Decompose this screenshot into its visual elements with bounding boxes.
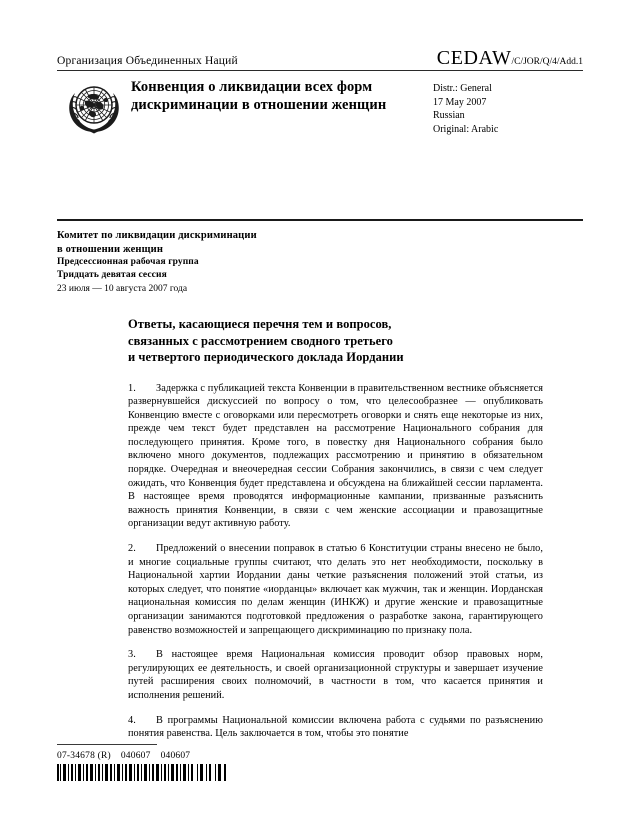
- paragraph: [128, 542, 543, 637]
- committee-session: Тридцать девятая сессия: [57, 270, 167, 280]
- job-number-line: [57, 750, 357, 762]
- document-symbol-suffix: /C/JOR/Q/4/Add.1: [511, 57, 583, 67]
- document-symbol-main: CEDAW: [436, 47, 512, 69]
- footer: [57, 750, 357, 786]
- page-title-line3: и четвертого периодического доклада Иордании: [128, 350, 404, 364]
- paragraph-number: 4.: [128, 714, 136, 726]
- convention-title: Конвенция о ликвидации всех форм дискриминации в отношении женщин: [131, 79, 387, 113]
- masthead: [57, 48, 583, 136]
- job-number: 07-34678 (R): [57, 751, 111, 761]
- committee-name-line1: Комитет по ликвидации дискриминации: [57, 230, 257, 241]
- distribution-type: Distr.: General: [433, 83, 492, 94]
- distribution-language: Russian: [433, 110, 465, 121]
- paragraph-number: 3.: [128, 649, 136, 661]
- page-title: [128, 316, 543, 366]
- main-content: [128, 316, 543, 741]
- page-title-line2: связанных с рассмотрением сводного третьего: [128, 333, 393, 348]
- paragraph-number: 2.: [128, 543, 136, 555]
- footer-divider: [57, 744, 157, 745]
- paragraph: [128, 382, 543, 532]
- paragraph-text: Задержка с публикацией текста Конвенции в правительственном вестнике объясняется развернувшейся дискуссией по вопросу о том, что целесообразнее — опубликовать Конвенцию вместе с оговорками или пересмотреть оговорки и снять еще некоторые из них, прежде чем текст будет представлен на рассмотрение Национального собрания для последующего принятия. Кроме того, в повестку дня Национального собрания было включено много документов, подлежащих рассмотрению и принятию в обязательном порядке. Очередная и внеочередная сессии Собрания закончились, в связи с чем следует ожидать, что Конвенция будет представлена и обсуждена на ближайшей сессии парламента. В настоящее время проводятся информационные кампании, призванные разъяснить важность принятия Конвенции, в связи с чем женские ассоциации и правозащитные организации ведут активную работу.: [128, 382, 543, 530]
- distribution-block: [433, 78, 583, 136]
- un-emblem-icon: [63, 80, 125, 134]
- barcode-icon: [57, 764, 229, 781]
- page-title-line1: Ответы, касающиеся перечня тем и вопросов,: [128, 317, 392, 331]
- paragraph-text: Предложений о внесении поправок в статью 6 Конституции страны внесено не было, и многие социальные группы считают, что делать это нет необходимости, поскольку в Национальной хартии Иордании даны четкие разъяснения положений этой статьи, из которых следует, что понятие «иорданцы» включает как мужчин, так и женщин. Иорданская национальная комиссия по делам женщин (ИНКЖ) и другие женские и правозащитные организации занимаются подготовкой предложения о разработке закона, гарантирующего равенство возможностей и запрещающего дискриминацию по признаку пола.: [128, 543, 543, 636]
- masthead-top-row: [57, 48, 583, 70]
- committee-name-line2: в отношении женщин: [57, 243, 164, 255]
- paragraph: [128, 714, 543, 741]
- distribution-date: 17 May 2007: [433, 96, 487, 108]
- paragraph-text: В настоящее время Национальная комиссия проводит обзор правовых норм, регулирующих ее деятельность, и своей организационной структуры и завершает изучение путей расширения своих полномочий, в частности в том, что касается принятия и исполнения решений.: [128, 649, 543, 701]
- paragraph-text: В программы Национальной комиссии включена работа с судьями по разъяснению понятия равенства. Цель заключается в том, чтобы это понятие: [128, 714, 543, 740]
- masthead-body-row: [57, 71, 583, 136]
- committee-block: [57, 229, 477, 296]
- emblem-cell: [57, 78, 131, 134]
- organization-name: Организация Объединенных Наций: [57, 55, 238, 67]
- committee-dates: 23 июля — 10 августа 2007 года: [57, 284, 188, 294]
- paragraph-number: 1.: [128, 382, 136, 394]
- paragraph: [128, 648, 543, 702]
- distribution-original: Original: Arabic: [433, 123, 499, 135]
- section-divider: [57, 219, 583, 221]
- date-code-1: 040607: [120, 751, 151, 761]
- document-symbol: [437, 48, 583, 68]
- date-code-2: 040607: [160, 751, 191, 761]
- committee-working-group: Предсессионная рабочая группа: [57, 257, 199, 267]
